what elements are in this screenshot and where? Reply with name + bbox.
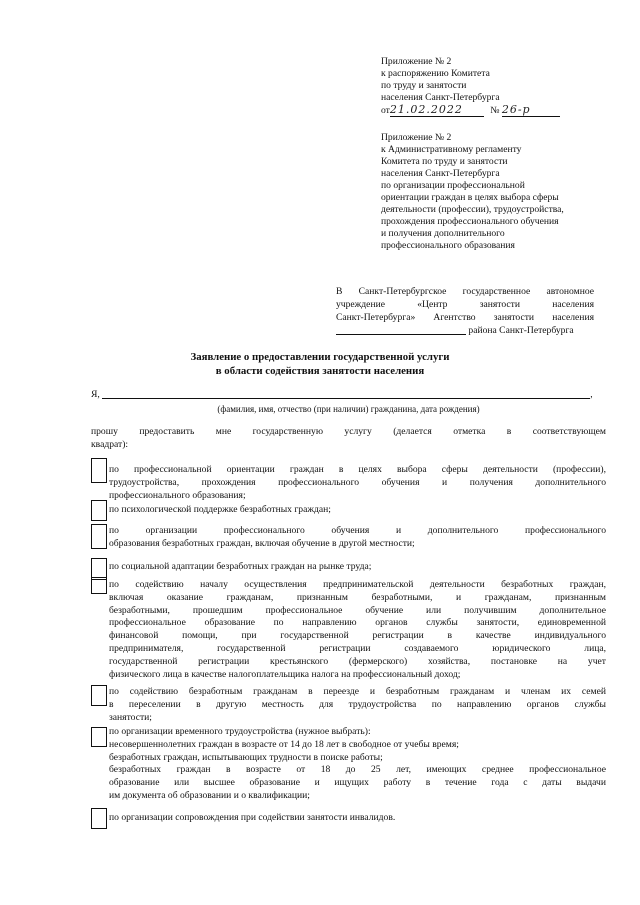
option-temporary-employment [109, 726, 606, 803]
checkbox-vocational-training[interactable] [91, 524, 107, 549]
annex-order-date-line [381, 104, 560, 117]
option-line: образования безработных граждан, включая обучение в другой местности; [109, 537, 415, 549]
checkbox-disability-support[interactable] [91, 808, 107, 829]
applicant-row: Я, , [91, 389, 593, 400]
addressee-line: Санкт-Петербурга» Агентство занятости населения [336, 312, 594, 323]
option-line: занятости; [109, 711, 152, 723]
checkbox-temporary-employment[interactable] [91, 727, 107, 747]
option-social-adaptation [109, 561, 606, 574]
annex-regulation-block [381, 132, 564, 252]
option-line: предпринимателя, государственной регистрации создаваемого юридического лица, [109, 642, 606, 654]
option-line: безработными, прошедшим профессиональное обучение или получившим дополнительное [109, 604, 606, 616]
addressee-block [336, 285, 594, 337]
request-line: квадрат): [91, 438, 129, 450]
title-line-2: в области содействия занятости населения [215, 365, 425, 377]
option-entrepreneurship [109, 579, 606, 681]
district-field[interactable] [336, 324, 466, 335]
option-line: по содействию началу осуществления предпринимательской деятельности безработных граждан, [109, 579, 606, 590]
option-line: трудоустройства, прохождения профессионального обучения и получения дополнительного [109, 476, 606, 488]
option-line: по содействию безработным гражданам в переезде и безработным гражданам и членам их семей [109, 686, 606, 697]
option-disability-support [109, 812, 606, 825]
checkbox-psychological-support[interactable] [91, 500, 107, 521]
handwritten-date: 21.02.2022 [390, 104, 484, 117]
annex-regulation-line: населения Санкт-Петербурга [381, 168, 500, 179]
option-line: физического лица в качестве налогоплательщика налога на профессиональный доход; [109, 668, 461, 680]
annex-order-line: населения Санкт-Петербурга [381, 92, 500, 103]
applicant-prefix: Я, [91, 389, 100, 400]
annex-regulation-line: прохождения профессионального обучения [381, 216, 559, 227]
annex-regulation-line: и получения дополнительного [381, 228, 505, 239]
suboption-young-graduates: им документа об образовании и о квалификации; [109, 789, 310, 801]
option-line: по социальной адаптации безработных граждан на рынке труда; [109, 561, 372, 572]
annex-regulation-line: Комитета по труду и занятости [381, 156, 508, 167]
document-title [0, 350, 640, 378]
addressee-line: учреждение «Центр занятости населения [336, 299, 594, 310]
checkbox-relocation[interactable] [91, 685, 107, 706]
option-line: в переселении в другую местность для трудоустройства по направлению органов службы [109, 698, 606, 710]
option-line: государственной регистрации крестьянского (фермерского) хозяйства, постановке на учет [109, 655, 606, 667]
title-line-1: Заявление о предоставлении государственной услуги [190, 351, 450, 363]
option-career-guidance [109, 464, 606, 502]
annex-regulation-line: к Административному регламенту [381, 144, 522, 155]
option-line: по организации временного трудоустройства (нужное выбрать): [109, 726, 371, 737]
option-line: по профессиональной ориентации граждан в целях выбора сферы деятельности (профессии), [109, 464, 606, 475]
checkbox-entrepreneurship[interactable] [91, 577, 107, 594]
suboption-hard-to-employ: безработных граждан, испытывающих трудности в поиске работы; [109, 751, 383, 763]
annex-regulation-line: профессионального образования [381, 240, 515, 251]
district-line [336, 324, 594, 337]
option-line: профессионального образования; [109, 489, 246, 501]
annex-order-line: Приложение № 2 [381, 56, 452, 67]
handwritten-number: 26-р [502, 104, 560, 117]
option-line: по организации профессионального обучения и дополнительного профессионального [109, 525, 606, 536]
suboption-minors: несовершеннолетних граждан в возрасте от 14 до 18 лет в свободное от учебы время; [109, 738, 459, 750]
option-vocational-training [109, 525, 606, 551]
option-line: включая оказание гражданам, признанным безработными, и гражданам, признанным [109, 591, 606, 603]
annex-order-line: к распоряжению Комитета [381, 68, 490, 79]
annex-order-block [381, 56, 560, 117]
number-prefix: № [490, 105, 500, 116]
date-prefix: от [381, 105, 390, 116]
annex-regulation-line: деятельности (профессии), трудоустройства, [381, 204, 564, 215]
annex-order-line: по труду и занятости [381, 80, 467, 91]
district-suffix: района Санкт-Петербурга [468, 325, 574, 336]
annex-regulation-line: Приложение № 2 [381, 132, 452, 143]
annex-regulation-line: по организации профессиональной [381, 180, 525, 191]
annex-regulation-line: ориентации граждан в целях выбора сферы [381, 192, 559, 203]
option-relocation [109, 686, 606, 724]
option-line: по организации сопровождения при содействии занятости инвалидов. [109, 812, 396, 823]
option-line: профессиональное образование по направлению органов службы занятости, единовременной [109, 617, 606, 629]
addressee-line: В Санкт-Петербургское государственное автономное [336, 286, 594, 297]
suboption-young-graduates: образование или высшее образование и ищущих работу в течение года с даты выдачи [109, 777, 606, 789]
request-line: прошу предоставить мне государственную услугу (делается отметка в соответствующем [91, 426, 606, 437]
option-psychological-support [109, 504, 606, 517]
suboption-young-graduates: безработных граждан в возрасте от 18 до 25 лет, имеющих среднее профессиональное [109, 764, 606, 776]
option-line: по психологической поддержке безработных граждан; [109, 504, 331, 515]
applicant-hint: (фамилия, имя, отчество (при наличии) гражданина, дата рождения) [217, 404, 480, 414]
checkbox-career-guidance[interactable] [91, 458, 107, 483]
applicant-name-field[interactable] [102, 388, 590, 399]
request-text [91, 426, 606, 452]
option-line: финансовой помощи, при государственной регистрации в качестве индивидуального [109, 630, 606, 642]
